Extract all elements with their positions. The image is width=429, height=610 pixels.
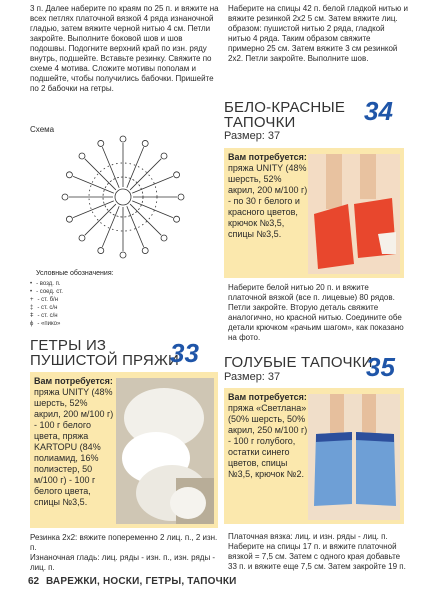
- blue-slippers-stitch: [228, 532, 408, 542]
- gaiters-number: 33: [170, 338, 199, 368]
- legend-symbol: ϕ: [30, 321, 34, 327]
- legend-symbol: ‡: [30, 305, 34, 311]
- gaiters-needs-text: пряжа UNITY (48% шерсть, 52% акрил, 200 м/100 г) - 100 г белого цвета, пряжа KARTOPU (84% полиамид, 16% полиэстер, 50 м/100 г) - 100 г белого цвета, спицы №3,5.: [34, 387, 114, 507]
- intro-text: 3 п. Далее наберите по краям по 25 п. и вяжите на всех петлях платочной вязкой 4 ряда изнаночной гладью, затем вяжите черной нитью 4 см. Петли закройте. Выполните боковой шов и шов подошвы. Подогните верхний край по изн. ряду внутрь, подшейте. Вставьте резинку. Свяжите по схеме 4 мотива. Сложите мотивы пополам и подшейте, чтобы получились бабочки. Пришейте по 2 бабочки на гетры.: [30, 4, 219, 93]
- blue-stitch-text: Платочная вязка: лиц. и изн. ряды - лиц. п.: [228, 532, 388, 541]
- blue-slippers-title: ГОЛУБЫЕ ТАПОЧКИ: [224, 354, 373, 371]
- blue-needs-label: Вам потребуется:: [228, 392, 307, 402]
- gaiters-rib-text: Резинка 2х2: вяжите попеременно 2 лиц. п., 2 изн. п.: [30, 533, 218, 552]
- legend-title: Условные обозначения:: [36, 270, 114, 277]
- red-slippers-size: Размер: 37: [224, 130, 281, 142]
- crochet-motif-diagram: [58, 132, 188, 262]
- legend: [30, 280, 180, 328]
- blue-slippers-size: Размер: 37: [224, 371, 281, 383]
- blue-slippers-photo: [308, 394, 400, 520]
- red-slippers-title-line1: БЕЛО-КРАСНЫЕ: [224, 99, 346, 116]
- legend-item: [30, 296, 180, 304]
- red-needs-label: Вам потребуется:: [228, 152, 307, 162]
- red-slippers-number: 34: [364, 96, 393, 126]
- legend-symbol: •: [30, 281, 33, 287]
- legend-text: - ст. с/н: [37, 305, 58, 311]
- legend-text: - «пико»: [37, 321, 61, 327]
- red-needs-text: пряжа UNITY (48% шерсть, 52% акрил, 200 м/100 г) - по 30 г белого и красного цветов, крючок №3,5, спицы №3,5.: [228, 163, 308, 239]
- legend-item: [30, 320, 180, 328]
- blue-slippers-instructions: Наберите на спицы 17 п. и вяжите платочной вязкой = 7,5 см. Затем с одного края добавьте 33 п. и вяжите еще 7,5 см. Затем закройте 19 п.: [228, 542, 406, 571]
- blue-slippers-materials-box: [224, 388, 404, 524]
- section-title: ВАРЕЖКИ, НОСКИ, ГЕТРЫ, ТАПОЧКИ: [46, 576, 237, 587]
- legend-text: - ст. с/н: [37, 313, 58, 319]
- page-number: 62: [28, 576, 40, 587]
- blue-needs-text: пряжа «Светлана» (50% шерсть, 50% акрил, 250 м/100 г) - 100 г голубого, остатки синего цветов, спицы №3,5, крючок №2.: [228, 403, 308, 479]
- gaiters-purl-text: Изнаночная гладь: лиц. ряды - изн. п., изн. ряды - лиц. п.: [30, 553, 216, 572]
- blue-slippers-number: 35: [366, 352, 395, 382]
- gaiters-photo: [116, 378, 214, 524]
- legend-item: [30, 312, 180, 320]
- gaiters-purl: [30, 553, 220, 573]
- gaiters-title-line1: ГЕТРЫ ИЗ: [30, 337, 107, 354]
- gaiters-materials-box: [30, 372, 218, 528]
- red-slippers-photo: [308, 154, 400, 274]
- legend-text: - соед. ст.: [36, 289, 63, 295]
- legend-text: - возд. п.: [36, 281, 61, 287]
- legend-item: [30, 304, 180, 312]
- legend-item: [30, 288, 180, 296]
- legend-symbol: •: [30, 289, 33, 295]
- gaiters-title-line2: ПУШИСТОЙ ПРЯЖИ: [30, 352, 179, 369]
- gaiters-instructions: Наберите на спицы 42 п. белой гладкой нитью и вяжите резинкой 2х2 5 см. Затем вяжите лиц. образом: пушистой нитью 2 ряда, гладкой нитью 4 ряда. Таким образом свяжите примерно 25 см. Затем вяжите 3 см резинкой 2х2. Петли закройте. Выполните шов.: [228, 4, 408, 63]
- red-slippers-title-line2: ТАПОЧКИ: [224, 114, 296, 131]
- legend-symbol: +: [30, 297, 34, 303]
- gaiters-needs-label: Вам потребуется:: [34, 376, 113, 386]
- scheme-label: Схема: [30, 125, 55, 134]
- legend-symbol: ǂ: [30, 313, 34, 319]
- legend-text: - ст. б/н: [37, 297, 59, 303]
- red-slippers-instructions: Наберите белой нитью 20 п. и вяжите платочной вязкой (все п. лицевые) 80 рядов. Петли закройте. Вторую деталь свяжите аналогично, но красной нитью. Соедините обе детали крючком «рачьим шагом», как показано на фото.: [228, 283, 404, 342]
- gaiters-rib: [30, 533, 220, 553]
- legend-item: [30, 280, 180, 288]
- red-slippers-materials-box: [224, 148, 404, 278]
